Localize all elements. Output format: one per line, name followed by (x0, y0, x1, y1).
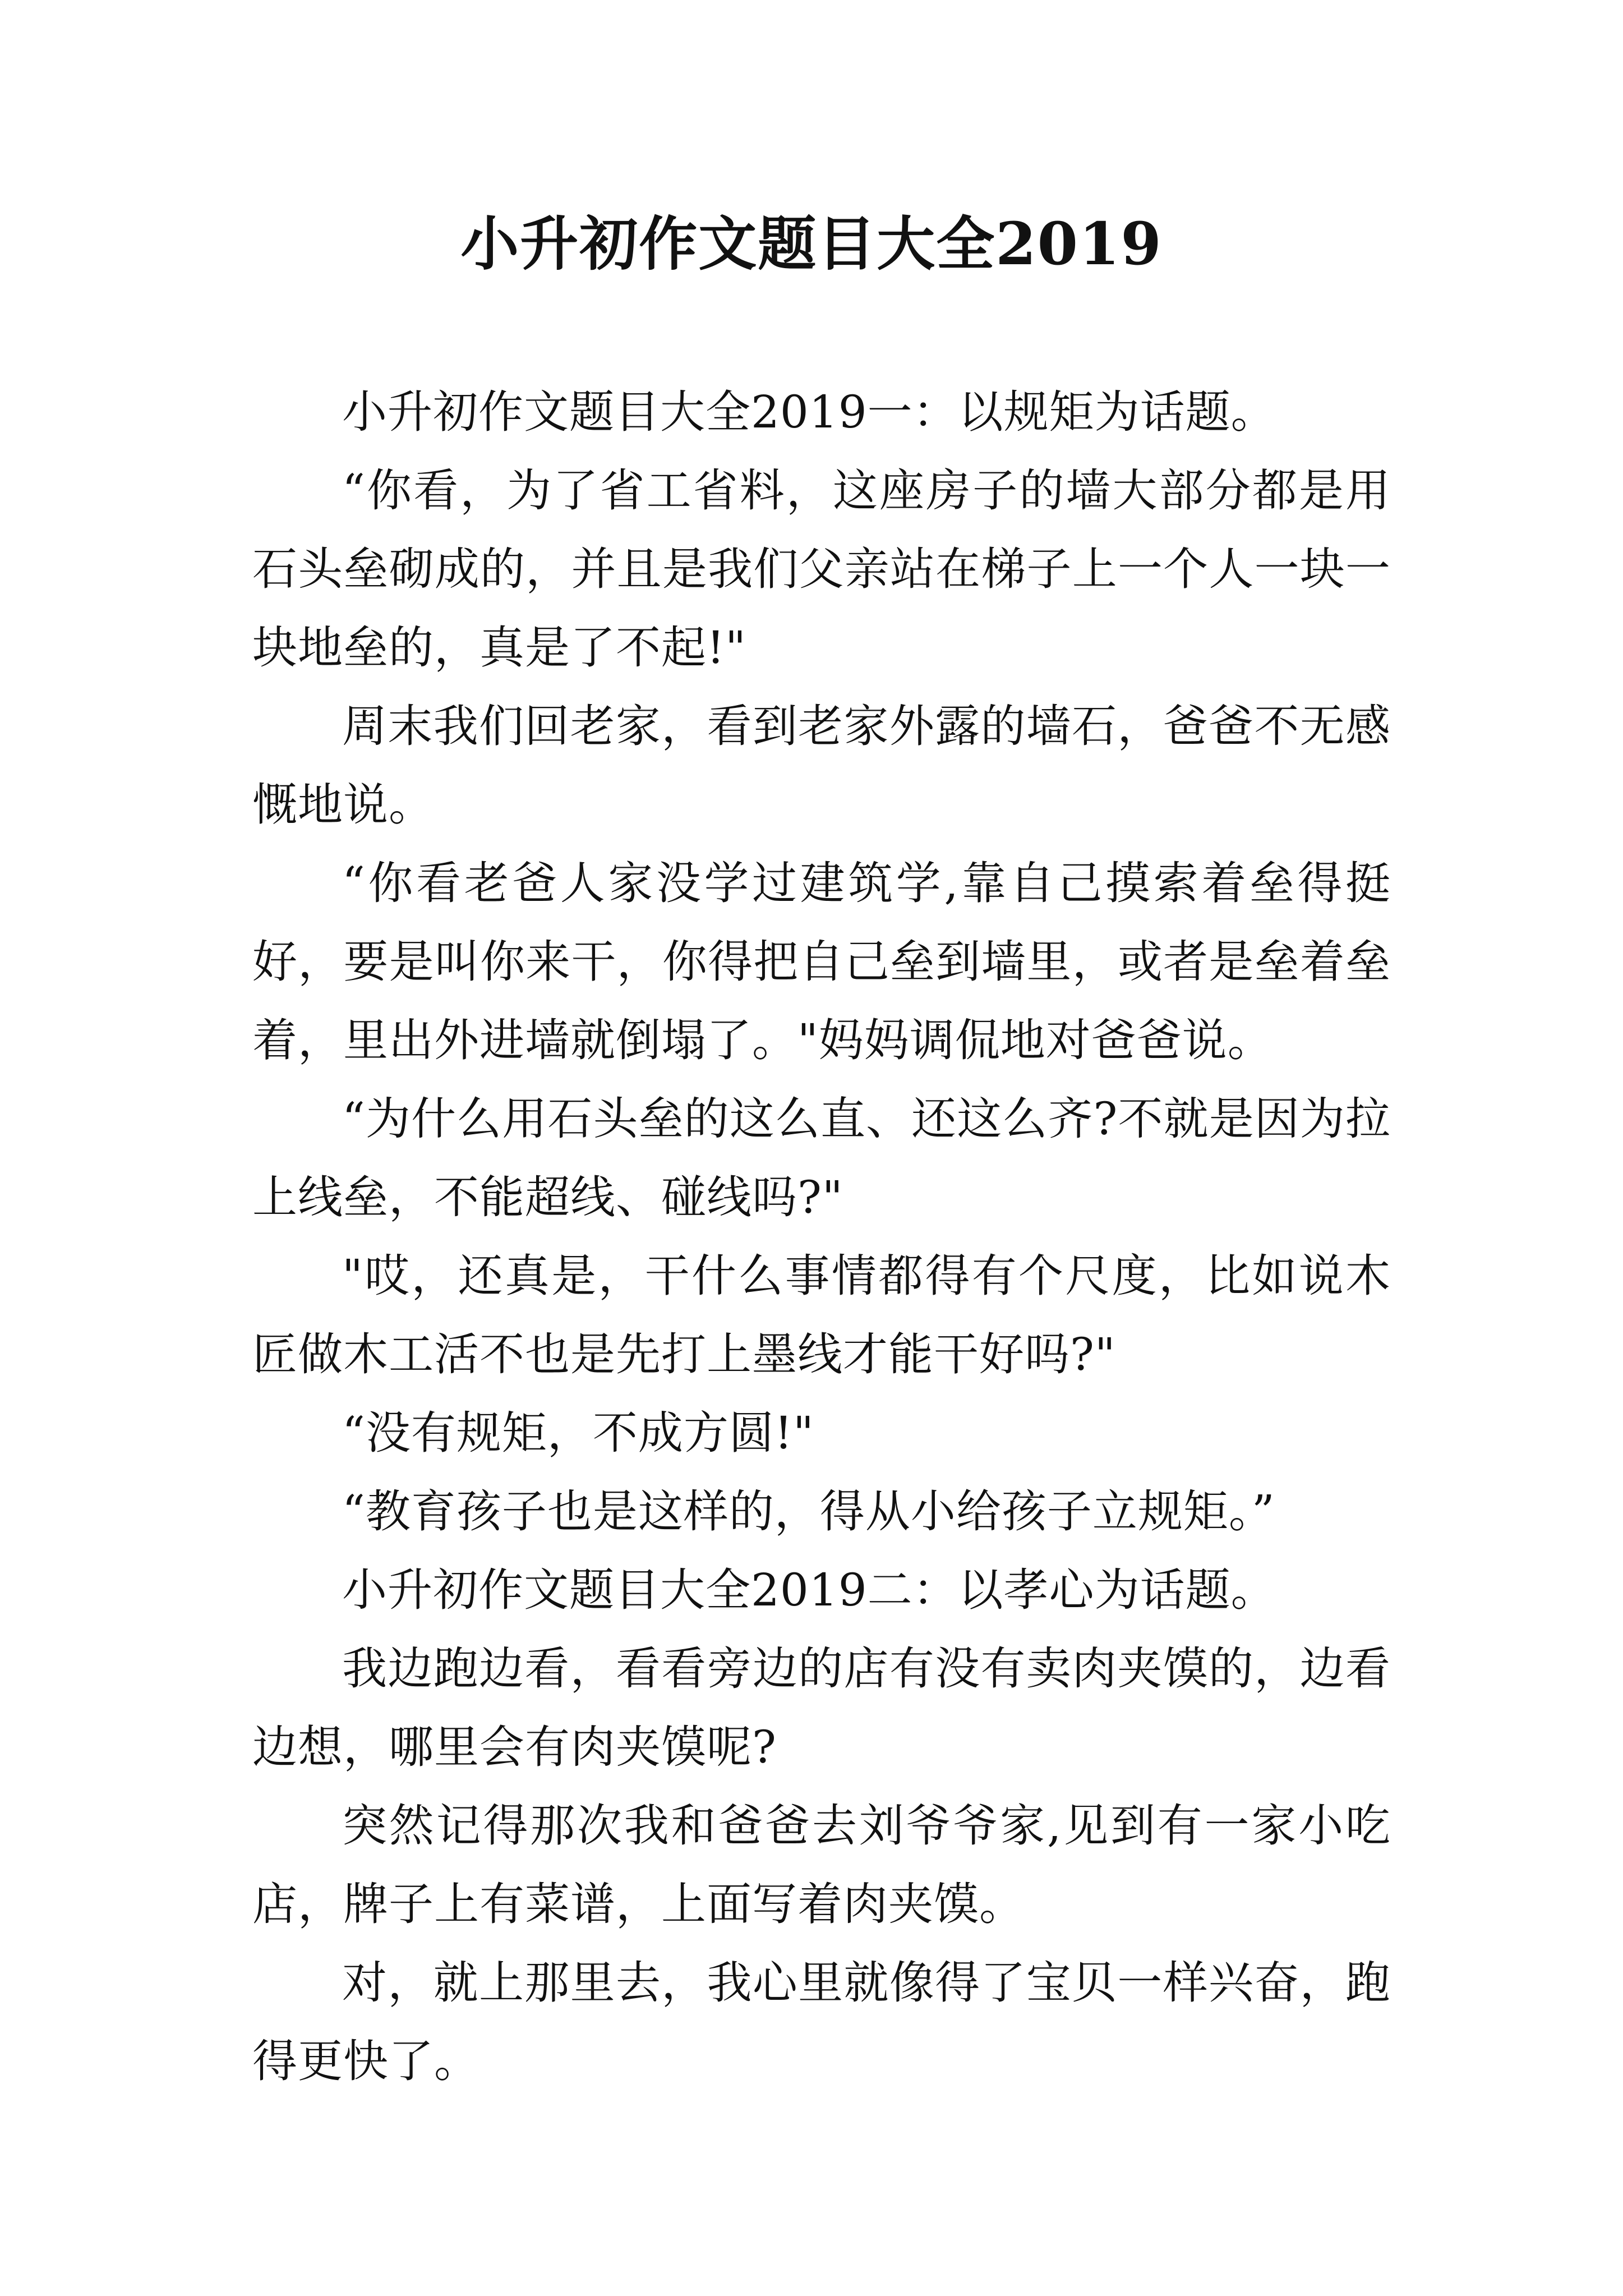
paragraph: “你看老爸人家没学过建筑学,靠自己摸索着垒得挺好，要是叫你来干，你得把自己垒到墙里，或者是垒着垒着，里出外进墙就倒塌了。"妈妈调侃地对爸爸说。 (252, 857, 1391, 1066)
paragraph: 小升初作文题目大全2019一：以规矩为话题。 (342, 386, 1276, 438)
paragraph: 我边跑边看，看看旁边的店有没有卖肉夹馍的，边看边想，哪里会有肉夹馍呢? (252, 1642, 1391, 1773)
paragraph: “你看，为了省工省料，这座房子的墙大部分都是用石头垒砌成的，并且是我们父亲站在梯子上一个人一块一块地垒的，真是了不起!" (252, 464, 1391, 674)
paragraph: 周末我们回老家，看到老家外露的墙石，爸爸不无感慨地说。 (252, 700, 1391, 831)
document-title: 小升初作文题目大全2019 (460, 209, 1163, 278)
paragraph: 突然记得那次我和爸爸去刘爷爷家,见到有一家小吃店，牌子上有菜谱，上面写着肉夹馍。 (252, 1800, 1391, 1930)
paragraph: “教育孩子也是这样的，得从小给孩子立规矩。” (342, 1485, 1275, 1538)
paragraph: “没有规矩，不成方圆!" (342, 1407, 814, 1459)
paragraph: "哎，还真是，干什么事情都得有个尺度，比如说木匠做木工活不也是先打上墨线才能干好吗?" (252, 1250, 1391, 1381)
paragraph: 对，就上那里去，我心里就像得了宝贝一样兴奋，跑得更快了。 (252, 1957, 1391, 2087)
paragraph: 小升初作文题目大全2019二：以孝心为话题。 (342, 1564, 1276, 1616)
document-body (252, 373, 1391, 2101)
paragraph: “为什么用石头垒的这么直、还这么齐?不就是因为拉上线垒，不能超线、碰线吗?" (252, 1093, 1391, 1223)
